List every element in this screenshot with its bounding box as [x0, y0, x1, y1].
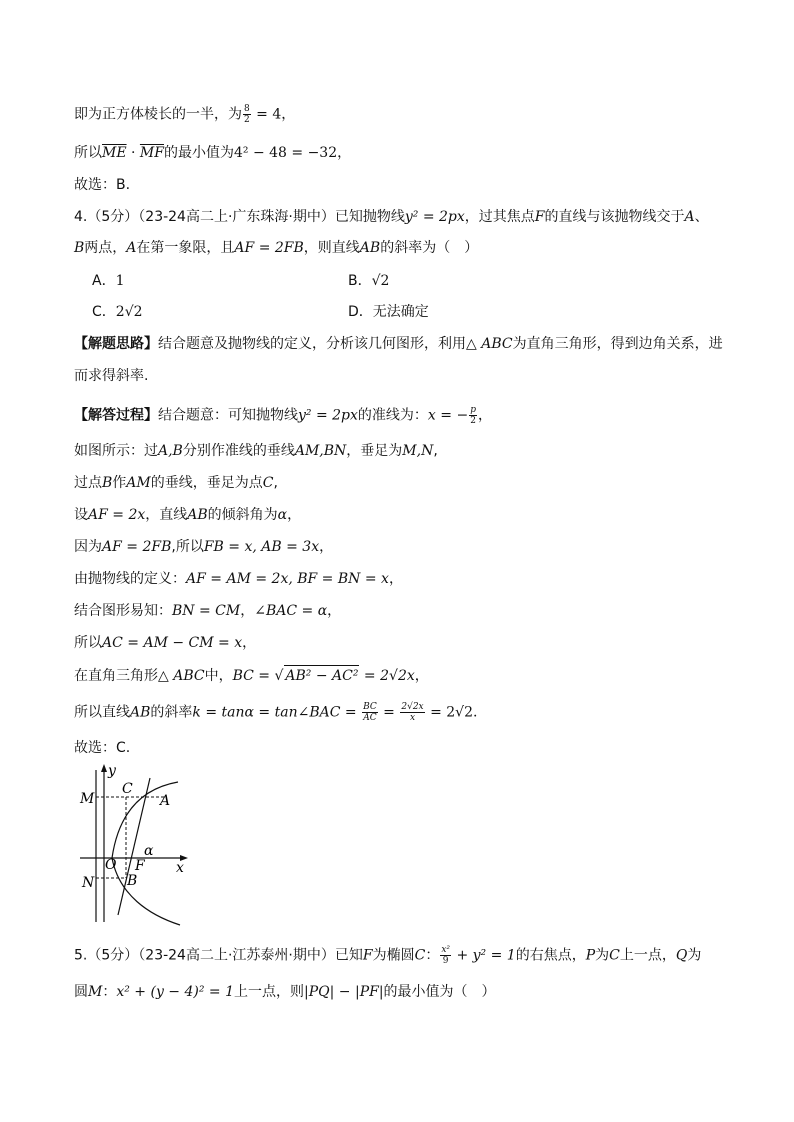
label-n: N	[82, 875, 95, 891]
option-text: 无法确定	[372, 304, 429, 320]
text: 为直角三角形，得到边角关系，进	[512, 336, 723, 352]
label-f: F	[135, 858, 145, 874]
frac-num: 8	[244, 104, 250, 114]
label-y: y	[108, 763, 116, 779]
math: y² = 2px	[298, 407, 358, 424]
question-number: 4.	[74, 209, 88, 225]
prev-line-2	[74, 143, 351, 163]
math: C	[262, 475, 274, 491]
fraction	[440, 945, 451, 966]
text: 为	[595, 947, 610, 964]
text: ，	[414, 668, 429, 684]
frac-den: AC	[363, 713, 377, 723]
q4-stem-line-2	[74, 238, 478, 258]
parabola-figure	[74, 760, 204, 930]
option-label: A．	[92, 273, 116, 289]
frac-den: 2	[470, 416, 476, 426]
text: ，过其焦点	[464, 209, 535, 225]
option-text: √2	[371, 273, 390, 289]
label-c: C	[122, 781, 133, 797]
text: 为	[687, 947, 702, 964]
math: F	[534, 209, 545, 225]
text: ,所以	[171, 539, 204, 555]
math: BN = CM	[172, 603, 241, 619]
text: 的右焦点，	[515, 947, 586, 964]
text: 为椭圆	[372, 947, 415, 964]
option-d[interactable]	[348, 302, 429, 322]
text: 上一点，	[619, 947, 676, 964]
fraction	[469, 405, 477, 426]
frac-num: p	[470, 405, 476, 415]
frac-den: 2	[244, 115, 250, 125]
text: 所以直线	[74, 704, 130, 721]
q4-idea-line-2: 而求得斜率.	[74, 368, 149, 384]
step-9	[74, 702, 477, 723]
math: k = tanα = tan∠BAC =	[192, 704, 362, 721]
frac-den: x	[409, 713, 416, 723]
text: 中，	[204, 668, 233, 684]
text: 的最小值为	[163, 145, 234, 161]
frac-den: 9	[442, 956, 449, 966]
math: A	[126, 240, 137, 256]
text: 如图所示：过	[74, 443, 158, 459]
label-m: M	[80, 791, 95, 807]
math: = 2√2x	[359, 668, 415, 684]
text: ：	[425, 947, 440, 964]
q4-process-line	[74, 405, 492, 426]
math: α	[277, 507, 288, 523]
text: 结合图形易知：	[74, 603, 172, 619]
math: F	[362, 947, 373, 964]
vector-mf: $\overline{MF}$	[139, 145, 164, 161]
math: B	[102, 475, 113, 491]
q4-idea-line-1	[74, 334, 723, 354]
y-axis-arrow	[101, 764, 107, 772]
question-number: 5.	[74, 947, 88, 964]
step-1	[74, 441, 438, 461]
math: C	[609, 947, 620, 964]
sqrt-radicand: AB² − AC²	[284, 665, 359, 686]
label-a: A	[160, 793, 171, 809]
step-5	[74, 569, 403, 589]
option-label: B．	[348, 273, 372, 289]
idea-tag: 【解题思路】	[74, 336, 158, 352]
option-c[interactable]	[92, 302, 143, 322]
option-b[interactable]	[348, 271, 389, 291]
math: x = −	[427, 407, 469, 424]
math: B	[74, 240, 85, 256]
math: M,N	[402, 443, 434, 459]
text: ，	[327, 603, 342, 619]
text: 即为正方体棱长的一半，为	[74, 106, 242, 123]
math: A	[684, 209, 695, 225]
math: AF = 2FB	[234, 240, 304, 256]
text: 在直角三角形	[74, 668, 158, 684]
fraction	[400, 702, 424, 723]
math: Q	[675, 947, 688, 964]
text: 结合题意：可知抛物线	[158, 407, 298, 424]
text: ，	[388, 571, 403, 587]
math: = 2√2.	[425, 704, 478, 721]
text: 上一点，则	[234, 984, 305, 1000]
text: 的斜率	[150, 704, 193, 721]
option-label: D．	[348, 304, 373, 320]
text: 结合题意及抛物线的定义，分析该几何图形，利用	[158, 336, 466, 352]
math: M	[88, 984, 103, 1000]
text: 两点，	[84, 240, 127, 256]
math: BC =	[232, 668, 275, 684]
label-b: B	[127, 873, 138, 889]
source: （23-24高二上·江苏泰州·期中）	[138, 947, 335, 964]
math: AM	[126, 475, 151, 491]
math: |PQ| − |PF|	[304, 984, 384, 1000]
text: 由抛物线的定义：	[74, 571, 186, 587]
text: ,	[273, 475, 278, 491]
step-4	[74, 537, 333, 557]
step-8	[74, 665, 429, 686]
option-label: C．	[92, 304, 116, 320]
math: AC = AM − CM = x	[102, 635, 243, 651]
text: 的最小值为（ ）	[383, 984, 496, 1000]
label-o: O	[105, 857, 117, 873]
text: ，	[477, 407, 492, 424]
text: 所以	[74, 145, 102, 161]
math: △ ABC	[466, 336, 513, 352]
math: y² = 2px	[404, 209, 465, 225]
math: FB = x, AB = 3x	[203, 539, 320, 555]
fraction	[243, 104, 251, 125]
math: AB	[187, 507, 208, 523]
math: x² + (y − 4)² = 1	[116, 984, 235, 1000]
fraction	[362, 702, 378, 723]
label-alpha: α	[144, 843, 154, 859]
math: AF = 2FB	[102, 539, 172, 555]
q5-stem-line-2	[74, 982, 496, 1002]
option-a[interactable]	[92, 271, 125, 291]
text: 所以	[74, 635, 102, 651]
math: A,B	[158, 443, 183, 459]
math: AF = 2x	[88, 507, 146, 523]
process-tag: 【解答过程】	[74, 407, 158, 424]
frac-num: x²	[441, 945, 450, 955]
text: ，	[337, 145, 352, 161]
text: ，直线	[145, 507, 188, 523]
step-7	[74, 633, 256, 653]
text: ，垂足为	[346, 443, 403, 459]
sqrt-sign: √	[274, 668, 284, 684]
score: （5分）	[87, 947, 139, 964]
prev-line-1	[74, 104, 295, 125]
text: 分别作准线的垂线	[182, 443, 295, 459]
text: 的直线与该抛物线交于	[544, 209, 685, 225]
text: 的倾斜角为	[207, 507, 278, 523]
math: C	[414, 947, 426, 964]
text: 、	[694, 209, 709, 225]
text: 作	[112, 475, 127, 491]
q4-stem-line-1	[74, 207, 709, 227]
q4-answer: 故选：C.	[74, 740, 131, 756]
math: =	[378, 704, 400, 721]
step-3	[74, 505, 301, 525]
text: 已知抛物线	[334, 209, 405, 225]
math: 4² − 48 = −32	[233, 145, 338, 161]
option-text: 1	[115, 273, 125, 289]
text: 已知	[334, 947, 363, 964]
text: ，则直线	[303, 240, 360, 256]
text: 的准线为：	[357, 407, 428, 424]
vector-me: $\overline{ME}$	[102, 145, 127, 161]
text: 的斜率为（ ）	[380, 240, 479, 256]
text: 的垂线，垂足为点	[150, 475, 263, 491]
text: ，	[242, 635, 257, 651]
dot: ·	[126, 145, 140, 161]
text: 圆	[74, 984, 88, 1000]
math: + y² = 1	[452, 947, 516, 964]
q5-stem-line-1	[74, 945, 701, 966]
text: ：	[102, 984, 117, 1000]
source: （23-24高二上·广东珠海·期中）	[138, 209, 335, 225]
frac-num: 2√2x	[401, 702, 424, 712]
math: AF = AM = 2x, BF = BN = x	[186, 571, 389, 587]
math: = 4，	[251, 106, 296, 123]
math: AB	[130, 704, 151, 721]
text: ，	[287, 507, 302, 523]
step-2	[74, 473, 278, 493]
frac-num: BC	[363, 702, 377, 712]
text: 设	[74, 507, 88, 523]
text: 在第一象限，且	[136, 240, 235, 256]
math: AB	[359, 240, 381, 256]
text: 过点	[74, 475, 102, 491]
label-x: x	[176, 860, 184, 876]
step-6	[74, 601, 341, 621]
math: △ ABC	[158, 668, 205, 684]
score: （5分）	[87, 209, 139, 225]
text: ,	[433, 443, 438, 459]
text: ，	[240, 603, 255, 619]
math: P	[585, 947, 596, 964]
math: AM,BN	[294, 443, 347, 459]
option-text: 2√2	[115, 304, 143, 320]
prev-answer: 故选：B.	[74, 177, 131, 193]
math: ∠BAC = α	[254, 603, 328, 619]
text: 因为	[74, 539, 102, 555]
text: ，	[319, 539, 334, 555]
